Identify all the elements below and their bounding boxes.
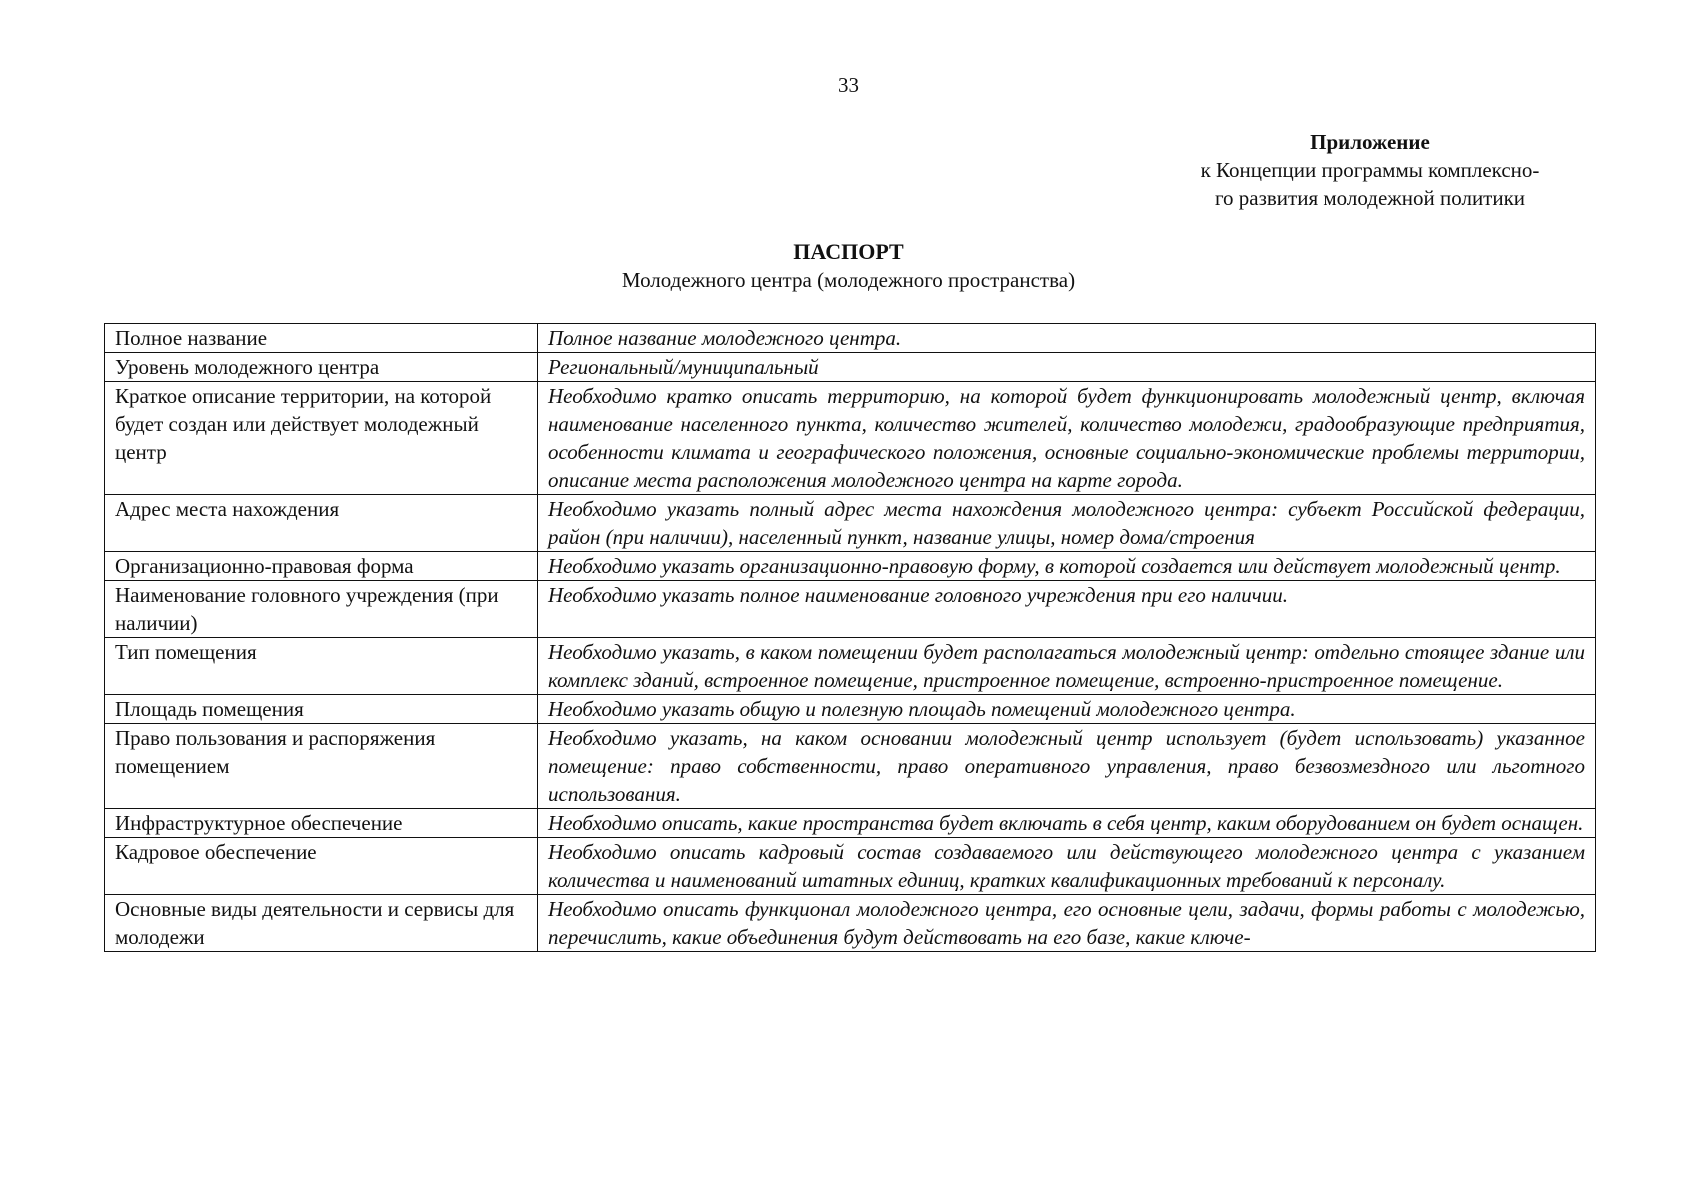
table-row xyxy=(105,495,1596,552)
table-row xyxy=(105,382,1596,495)
row-value: Необходимо указать полный адрес места нахождения молодежного центра: субъект Российской федерации, район (при наличии), населенный пункт, название улицы, номер дома/строения xyxy=(538,495,1596,552)
row-value: Необходимо описать кадровый состав создаваемого или действующего молодежного центра с указанием количества и наименований штатных единиц, кратких квалификационных требований к персоналу. xyxy=(538,838,1596,895)
passport-table xyxy=(104,323,1596,952)
table-row xyxy=(105,838,1596,895)
row-value: Необходимо указать общую и полезную площадь помещений молодежного центра. xyxy=(538,695,1596,724)
page-number: 33 xyxy=(838,73,859,97)
row-value: Необходимо указать полное наименование головного учреждения при его наличии. xyxy=(538,581,1596,638)
row-label: Инфраструктурное обеспечение xyxy=(105,809,538,838)
appendix-line-2: го развития молодежной политики xyxy=(1214,186,1526,210)
table-row xyxy=(105,695,1596,724)
row-label: Площадь помещения xyxy=(105,695,538,724)
table-row xyxy=(105,809,1596,838)
row-label: Краткое описание территории, на которой будет создан или действует молодежный центр xyxy=(105,382,538,495)
row-value: Необходимо описать функционал молодежного центра, его основные цели, задачи, формы работы с молодежью, перечислить, какие объединения будут действовать на его базе, какие ключе- xyxy=(538,895,1596,952)
row-label: Кадровое обеспечение xyxy=(105,838,538,895)
table-row xyxy=(105,324,1596,353)
table-row xyxy=(105,724,1596,809)
row-label: Наименование головного учреждения (при наличии) xyxy=(105,581,538,638)
row-label: Основные виды деятельности и сервисы для молодежи xyxy=(105,895,538,952)
row-label: Уровень молодежного центра xyxy=(105,353,538,382)
appendix-line-1: к Концепции программы комплексно- xyxy=(1200,158,1540,182)
row-value: Необходимо указать, на каком основании молодежный центр использует (будет использовать) указанное помещение: право собственности, право оперативного управления, право безвозмездного или льготного использования. xyxy=(538,724,1596,809)
row-value: Полное название молодежного центра. xyxy=(538,324,1596,353)
table-row xyxy=(105,581,1596,638)
row-label: Право пользования и распоряжения помещением xyxy=(105,724,538,809)
row-label: Адрес места нахождения xyxy=(105,495,538,552)
row-label: Тип помещения xyxy=(105,638,538,695)
row-label: Организационно-правовая форма xyxy=(105,552,538,581)
appendix-title: Приложение xyxy=(1310,130,1430,154)
document-title: ПАСПОРТ xyxy=(793,239,904,264)
row-value: Необходимо указать, в каком помещении будет располагаться молодежный центр: отдельно стоящее здание или комплекс зданий, встроенное помещение, пристроенное помещение, встроенно-пристроенное помещение. xyxy=(538,638,1596,695)
row-value: Необходимо описать, какие пространства будет включать в себя центр, каким оборудованием он будет оснащен. xyxy=(538,809,1596,838)
row-label: Полное название xyxy=(105,324,538,353)
table-row xyxy=(105,895,1596,952)
row-value: Необходимо указать организационно-правовую форму, в которой создается или действует молодежный центр. xyxy=(538,552,1596,581)
table-row xyxy=(105,353,1596,382)
row-value: Необходимо кратко описать территорию, на которой будет функционировать молодежный центр, включая наименование населенного пункта, количество жителей, количество молодежи, градообразующие предприятия, особенности климата и географического положения, основные социально-экономические проблемы территории, описание места расположения молодежного центра на карте города. xyxy=(538,382,1596,495)
document-heading xyxy=(0,238,1697,294)
document-subtitle: Молодежного центра (молодежного пространства) xyxy=(621,268,1076,292)
row-value: Региональный/муниципальный xyxy=(538,353,1596,382)
appendix-block xyxy=(1160,128,1580,212)
table-row xyxy=(105,638,1596,695)
table-row xyxy=(105,552,1596,581)
